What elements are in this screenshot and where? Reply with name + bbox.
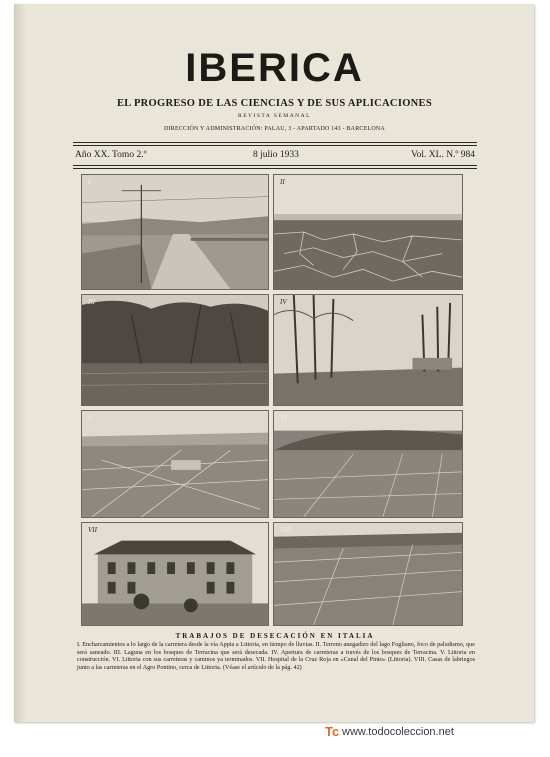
issue-volume-number: Vol. XL. N.º 984 bbox=[411, 150, 475, 160]
photo-numeral: VI bbox=[280, 414, 287, 422]
header-rule bbox=[73, 145, 477, 146]
watermark-logo: Tc bbox=[325, 724, 340, 739]
masthead-address: DIRECCIÓN Y ADMINISTRACIÓN: PALAU, 3 - APARTADO 143 - BARCELONA bbox=[164, 126, 385, 132]
caption-body: I. Encharcamientos a lo largo de la carretera desde la vía Appia a Littoria, en tiempo de lluvias. II. Terreno anegadizo del lago Fogliano, foco de paludismo, que será saneado. III. Laguna en los bosques de Terracina que será desecada. IV. Apertura de carreteras a través de los bosques de Terracina. V. Littoria en construcción. VI. Littoria con sus carreteras y caminos ya terminados. VII. Hospital de la Cruz Roja en «Canal del Pinto» (Littoria). VIII. Casas de labriegos junto a las carreteras en el Agro Pontino, cerca de Littoria. (Véase el artículo de la pág. 42) bbox=[77, 641, 475, 671]
header-rule bbox=[73, 165, 477, 166]
issue-date: 8 julio 1933 bbox=[253, 150, 299, 160]
header-rule bbox=[73, 142, 477, 143]
photo-numeral: III bbox=[88, 298, 95, 306]
photo-numeral: VIII bbox=[280, 526, 292, 534]
cracked-terrain-photo bbox=[273, 174, 463, 290]
photo-numeral: II bbox=[280, 178, 285, 186]
page-spine bbox=[15, 4, 27, 722]
cleared-forest-photo bbox=[273, 294, 463, 406]
caption-title: TRABAJOS DE DESECACIÓN EN ITALIA bbox=[175, 632, 375, 640]
photo-numeral: IV bbox=[280, 298, 287, 306]
photo-numeral: V bbox=[88, 414, 93, 422]
aerial-fields-photo bbox=[273, 522, 463, 626]
flooded-road-photo bbox=[81, 174, 269, 290]
masthead-kicker: REVISTA SEMANAL bbox=[238, 113, 311, 119]
masthead-subtitle: EL PROGRESO DE LAS CIENCIAS Y DE SUS APLICACIONES bbox=[117, 98, 432, 109]
issue-year-tome: Año XX. Tomo 2.º bbox=[75, 150, 147, 160]
issue-line bbox=[73, 148, 477, 164]
header-rule bbox=[73, 168, 477, 169]
flooded-forest-photo bbox=[81, 294, 269, 406]
hospital-building-photo bbox=[81, 522, 269, 626]
watermark-site-link[interactable]: www.todocoleccion.net bbox=[342, 726, 454, 738]
aerial-valley-photo bbox=[273, 410, 463, 518]
photo-numeral: VII bbox=[88, 526, 97, 534]
magazine-page bbox=[14, 4, 534, 722]
aerial-plain-photo bbox=[81, 410, 269, 518]
photo-numeral: I bbox=[88, 178, 91, 186]
masthead-title: IBERICA bbox=[185, 46, 364, 90]
